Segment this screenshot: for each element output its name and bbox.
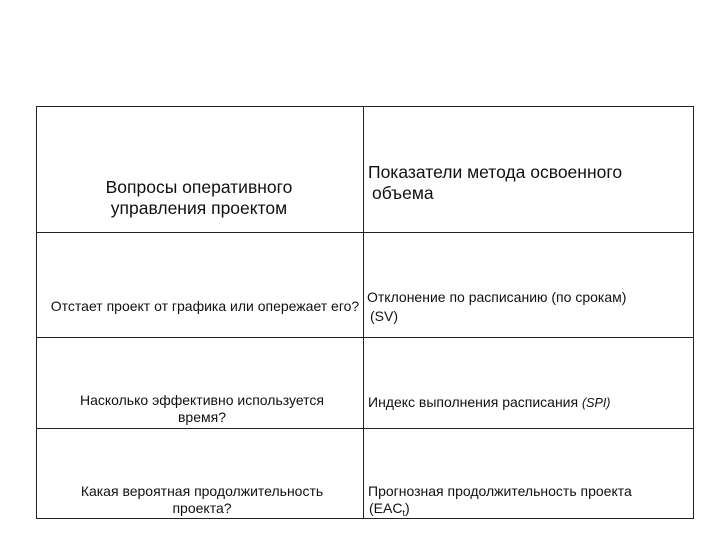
row-divider: [37, 337, 693, 338]
row3-indicator-abbr: [368, 500, 690, 517]
row-divider: [37, 232, 693, 233]
row-divider: [37, 428, 693, 429]
row3-indicator-cell: [368, 483, 690, 517]
row3-abbr-sub: t: [402, 508, 405, 518]
row3-indicator-line1: Прогнозная продолжительность проекта: [368, 483, 632, 499]
header-questions-label: Вопросы оперативного управления проектом: [105, 177, 293, 218]
header-indicators-label-line1: Показатели метода освоенного: [368, 162, 623, 182]
row1-question: Отстает проект от графика или опережает его?: [50, 298, 360, 314]
row2-indicator-abbr: (SPI): [581, 396, 611, 410]
row3-abbr-prefix: (EAC: [369, 500, 403, 516]
row3-question-cell: [57, 483, 347, 517]
row3-question: Какая вероятная продолжительность проекта?: [80, 483, 324, 516]
row3-abbr-suffix: ): [404, 500, 410, 516]
row1-indicator-cell: [367, 289, 692, 325]
row2-indicator: Индекс выполнения расписания: [368, 394, 579, 410]
row2-indicator-cell: [368, 394, 690, 412]
row1-indicator-line1: Отклонение по расписанию (по срокам): [367, 289, 627, 305]
row1-indicator-line2: (SV): [370, 308, 398, 324]
header-indicators-label-line2: объема: [372, 183, 434, 203]
row1-question-cell: [35, 298, 375, 315]
header-left-cell: [79, 177, 319, 219]
row2-question-cell: [57, 392, 347, 426]
header-right-cell: [368, 162, 688, 204]
indicators-table: [36, 106, 694, 519]
row2-question: Насколько эффективно используется время?: [79, 392, 324, 425]
